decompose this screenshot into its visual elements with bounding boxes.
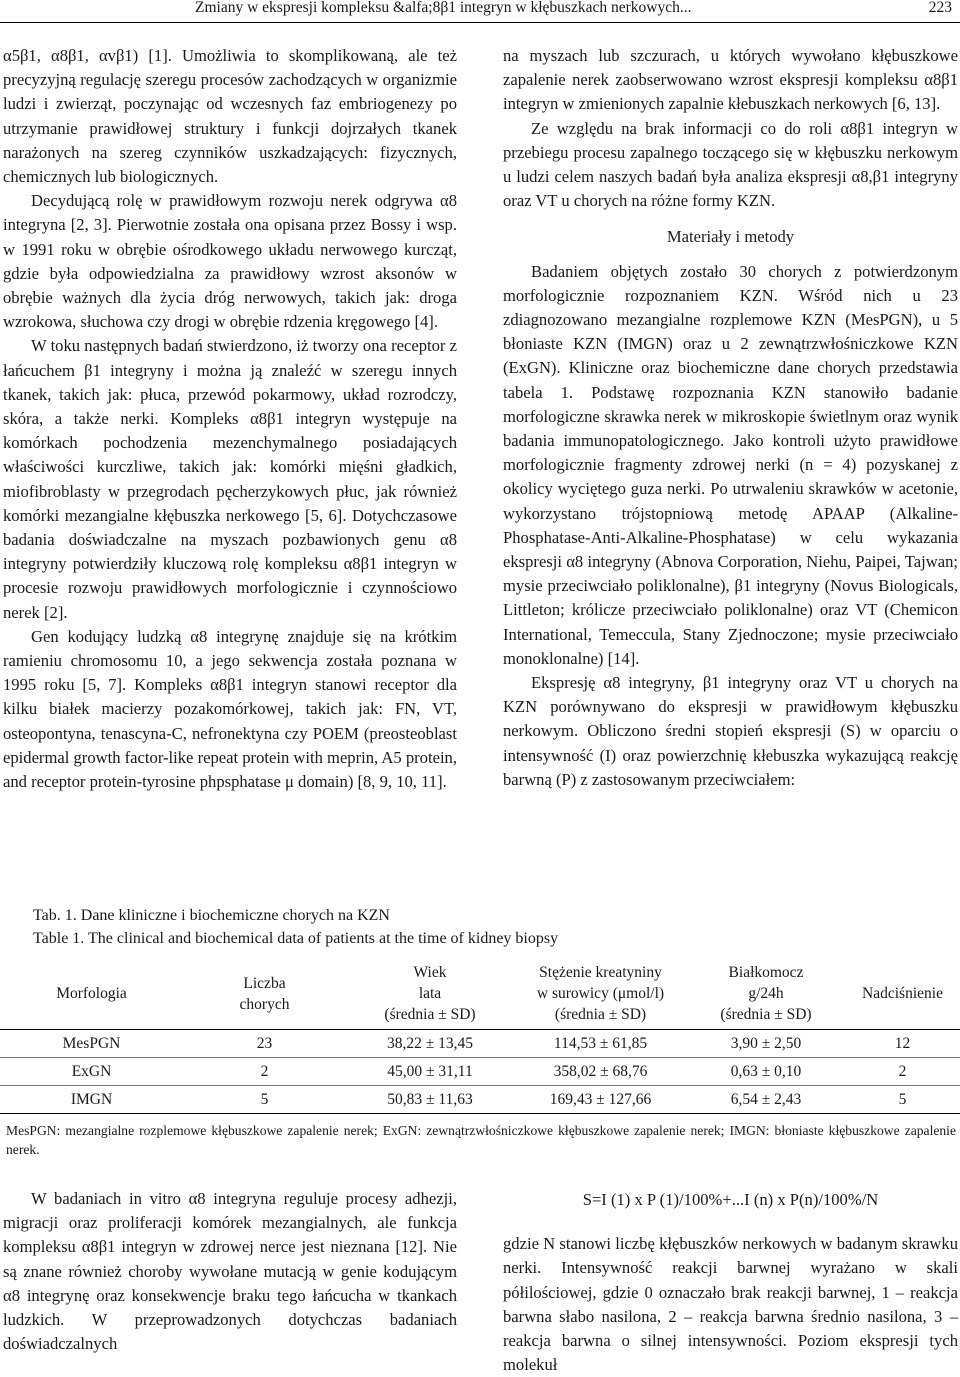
header-wiek-line1: Wiek	[413, 964, 447, 981]
table-row	[0, 1058, 960, 1086]
header-bialk-line2: g/24h	[748, 985, 784, 1002]
table-cell-htn: 5	[845, 1086, 960, 1114]
right-paragraph-4: Ekspresję α8 integryny, β1 integryny oraz VT u chorych na KZN porównywano do ekspresji w prawidłowym kłębuszku nerkowym. Obliczono średni stopień ekspresji (S) w oparciu o intensywność (I) oraz powierzchnię kłebuszka wykazującą reakcję barwną (P) z zastosowanym przeciwciałem:	[503, 673, 958, 789]
table-cell-creat: 169,43 ± 127,66	[514, 1086, 687, 1114]
table-cell-age: 50,83 ± 11,63	[346, 1086, 514, 1114]
header-wiek	[346, 958, 514, 1030]
table-cell-htn: 12	[845, 1030, 960, 1058]
table-cell-prot: 3,90 ± 2,50	[687, 1030, 845, 1058]
header-morfologia: Morfologia	[0, 958, 183, 1030]
table-row	[0, 1030, 960, 1058]
header-liczba-line2: chorych	[239, 995, 290, 1013]
table-cell-creat: 358,02 ± 68,76	[514, 1058, 687, 1086]
table-cell-n: 23	[183, 1030, 346, 1058]
right-paragraph-3: Badaniem objętych zostało 30 chorych z potwierdzonym morfologicznie rozpoznaniem KZN. Wśród nich u 23 zdiagnozowano mezangialne rozplemowe KZN (MesPGN), u 5 błoniaste KZN (IMGN) oraz u 2 zewnątrzwłośniczkowe KZN (ExGN). Kliniczne oraz biochemiczne dane chorych przedstawia tabela 1. Podstawę rozpoznania KZN stanowiło badanie morfologiczne skrawka nerek w mikroskopie świetlnym oraz wynik badania immunopatologicznego. Jako kontroli użyto prawidłowe morfologicznie fragmenty zdrowej nerki (n = 4) pozyskanej z okolicy wyciętego guza nerki. Po utrwaleniu skrawków w acetonie, wykorzystano trójstopniową metodę APAAP (Alkaline-Phosphatase-Anti-Alkaline-Phosphatase) w celu wykazania ekspresji α8 integryny (Abnova Corporation, Niehu, Paipei, Tajwan; mysie przeciwciało poliklonalne), β1 integryny (Novus Biologicals, Littleton; królicze przeciwciało poliklonalne) oraz VT (Chemicon International, Temeccula, Stany Zjednoczone; mysie przeciwciało monoklonalne) [14].	[503, 261, 958, 668]
bottom-left-paragraph: W badaniach in vitro α8 integryna reguluje procesy adhezji, migracji oraz proliferacji komórek mezangialnych, ale funkcja kompleksu α8β1 integryn w zdrowej nerce jest nieznana [12]. Nie są znane również choroby wywołane mutacją w genie kodującym α8 integrynę oraz konsekwencje braku tego łańcucha w tkankach ludzkich. W przeprowadzonych dotychczas badaniach doświadczalnych	[3, 1189, 457, 1354]
table-cell-htn: 2	[845, 1058, 960, 1086]
table-cell-prot: 6,54 ± 2,43	[687, 1086, 845, 1114]
header-kreat-line2: w surowicy (μmol/l)	[536, 985, 665, 1002]
table-cell-morph: MesPGN	[0, 1030, 183, 1058]
bottom-right-paragraph: gdzie N stanowi liczbę kłębuszków nerkowych w badanym skrawku nerki. Intensywność reakcji barwnej wyrażano w skali półilościowej, gdzie 0 oznaczało brak reakcji barwnej, 1 – reakcja barwna słabo nasilona, 2 – reakcja barwna średnio nasilona, 3 – reakcja barwna o silnej intensywności. Poziom ekspresji tych molekuł	[503, 1234, 958, 1375]
table-cell-age: 38,22 ± 13,45	[346, 1030, 514, 1058]
right-column	[503, 44, 958, 792]
header-nadcisnienie: Nadciśnienie	[845, 958, 960, 1030]
table-header-row	[0, 958, 960, 1030]
section-heading: Materiały i metody	[666, 227, 795, 247]
table-caption-pl: Tab. 1. Dane kliniczne i biochemiczne chorych na KZN	[33, 907, 390, 924]
table-cell-morph: ExGN	[0, 1058, 183, 1086]
table-caption-en: Table 1. The clinical and biochemical data of patients at the time of kidney biopsy	[33, 930, 559, 947]
table-cell-n: 5	[183, 1086, 346, 1114]
running-title: Zmiany w ekspresji kompleksu &alfa;8β1 integryn w kłębuszkach nerkowych...	[195, 0, 692, 16]
clinical-data-table	[0, 958, 960, 1114]
left-paragraph-1: α5β1, α8β1, αvβ1) [1]. Umożliwia to skomplikowaną, ale też precyzyjną regulację szeregu procesów zachodzących w organizmie ludzi i zwierząt, poczynając od wczesnych faz embriogenezy po utrzymanie prawidłowej struktury i funkcji dojrzałych tkanek narażonych na szereg czynników uszkadzających: fizycznych, chemicznych lub biologicznych.	[3, 46, 457, 187]
table-footnote: MesPGN: mezangialne rozplemowe kłębuszkowe zapalenie nerek; ExGN: zewnątrzwłośniczkowe kłębuszkowe zapalenie nerek; IMGN: błoniaste kłębuszkowe zapalenie nerek.	[6, 1123, 956, 1157]
left-paragraph-3: W toku następnych badań stwierdzono, iż tworzy ona receptor z łańcuchem β1 integryny i można ją znaleźć w szeregu innych tkanek, takich jak: płuca, przewód pokarmowy, układ rozrodczy, skóra, a także nerki. Kompleks α8β1 integryn występuje na komórkach pochodzenia mezenchymalnego posiadających właściwości kurczliwe, takich jak: komórki mięśni gładkich, miofibroblasty w przegrodach pęcherzykowych płuc, jak również komórki mezangialne kłębuszka nerkowego [5, 6]. Dotychczasowe badania doświadczalne na myszach pozbawionych genu α8 integryny potwierdziły kluczową rolę kompleksu α8β1 integryn w procesie rozwoju prawidłowych morfologicznie i czynnościowo nerek [2].	[3, 336, 457, 622]
left-column	[3, 44, 457, 794]
left-paragraph-4: Gen kodujący ludzką α8 integrynę znajduje się na krótkim ramieniu chromosomu 10, a jego sekwencja została poznana w 1995 roku [5, 7]. Kompleks α8β1 integryn stanowi receptor dla kilku białek macierzy pozakomórkowej, takich jak: FN, VT, osteopontyna, tenascyna-C, nefronektyna czy POEM (preosteoblast epidermal growth factor-like repeat protein with meprin, A5 protein, and receptor protein-tyrosine phpsphatase μ domain) [8, 9, 10, 11].	[3, 626, 458, 792]
header-bialkomocz	[687, 958, 845, 1030]
table-cell-n: 2	[183, 1058, 346, 1086]
table-row	[0, 1086, 960, 1114]
table-cell-prot: 0,63 ± 0,10	[687, 1058, 845, 1086]
formula: S=I (1) x P (1)/100%+...I (n) x P(n)/100%/N	[582, 1190, 879, 1209]
header-liczba	[183, 958, 346, 1030]
page-number: 223	[928, 0, 952, 16]
left-paragraph-2: Decydującą rolę w prawidłowym rozwoju nerek odgrywa α8 integryna [2, 3]. Pierwotnie została ona opisana przez Bossy i wsp. w 1991 roku w obrębie ośrodkowego układu nerwowego kurcząt, gdzie była odpowiedzialna za prawidłowy wzrost aksonów w obrębie ważnych dla życia dróg nerwowych, takich jak: droga wzrokowa, słuchowa czy drogi w obrębie rdzenia kręgowego [4].	[3, 191, 457, 332]
header-liczba-line1: Liczba	[243, 974, 286, 992]
table-cell-age: 45,00 ± 31,11	[346, 1058, 514, 1086]
header-kreat-line3: (średnia ± SD)	[554, 1006, 647, 1023]
right-paragraph-2: Ze względu na brak informacji co do roli α8β1 integryn w przebiegu procesu zapalnego toczącego się w kłębuszku nerkowym u ludzi celem naszych badań była analiza ekspresji α8,β1 integryny oraz VT u chorych na różne formy KZN.	[503, 118, 958, 211]
header-kreat-line1: Stężenie kreatyniny	[539, 964, 662, 981]
header-kreatynina	[514, 958, 687, 1030]
header-wiek-line3: (średnia ± SD)	[384, 1006, 476, 1023]
header-wiek-line2: lata	[418, 985, 442, 1002]
right-paragraph-1: na myszach lub szczurach, u których wywołano kłębuszkowe zapalenie nerek zaobserwowano wzrost ekspresji kompleksu α8β1 integryn w zmienionych zapalnie kłebuszkach nerkowych [6, 13].	[503, 46, 958, 114]
bottom-right-column	[503, 1187, 958, 1377]
table-cell-creat: 114,53 ± 61,85	[514, 1030, 687, 1058]
header-bialk-line3: (średnia ± SD)	[720, 1006, 812, 1023]
header-bialk-line1: Białkomocz	[728, 964, 804, 981]
running-header	[0, 0, 960, 23]
bottom-left-column	[3, 1187, 457, 1356]
table-cell-morph: IMGN	[0, 1086, 183, 1114]
